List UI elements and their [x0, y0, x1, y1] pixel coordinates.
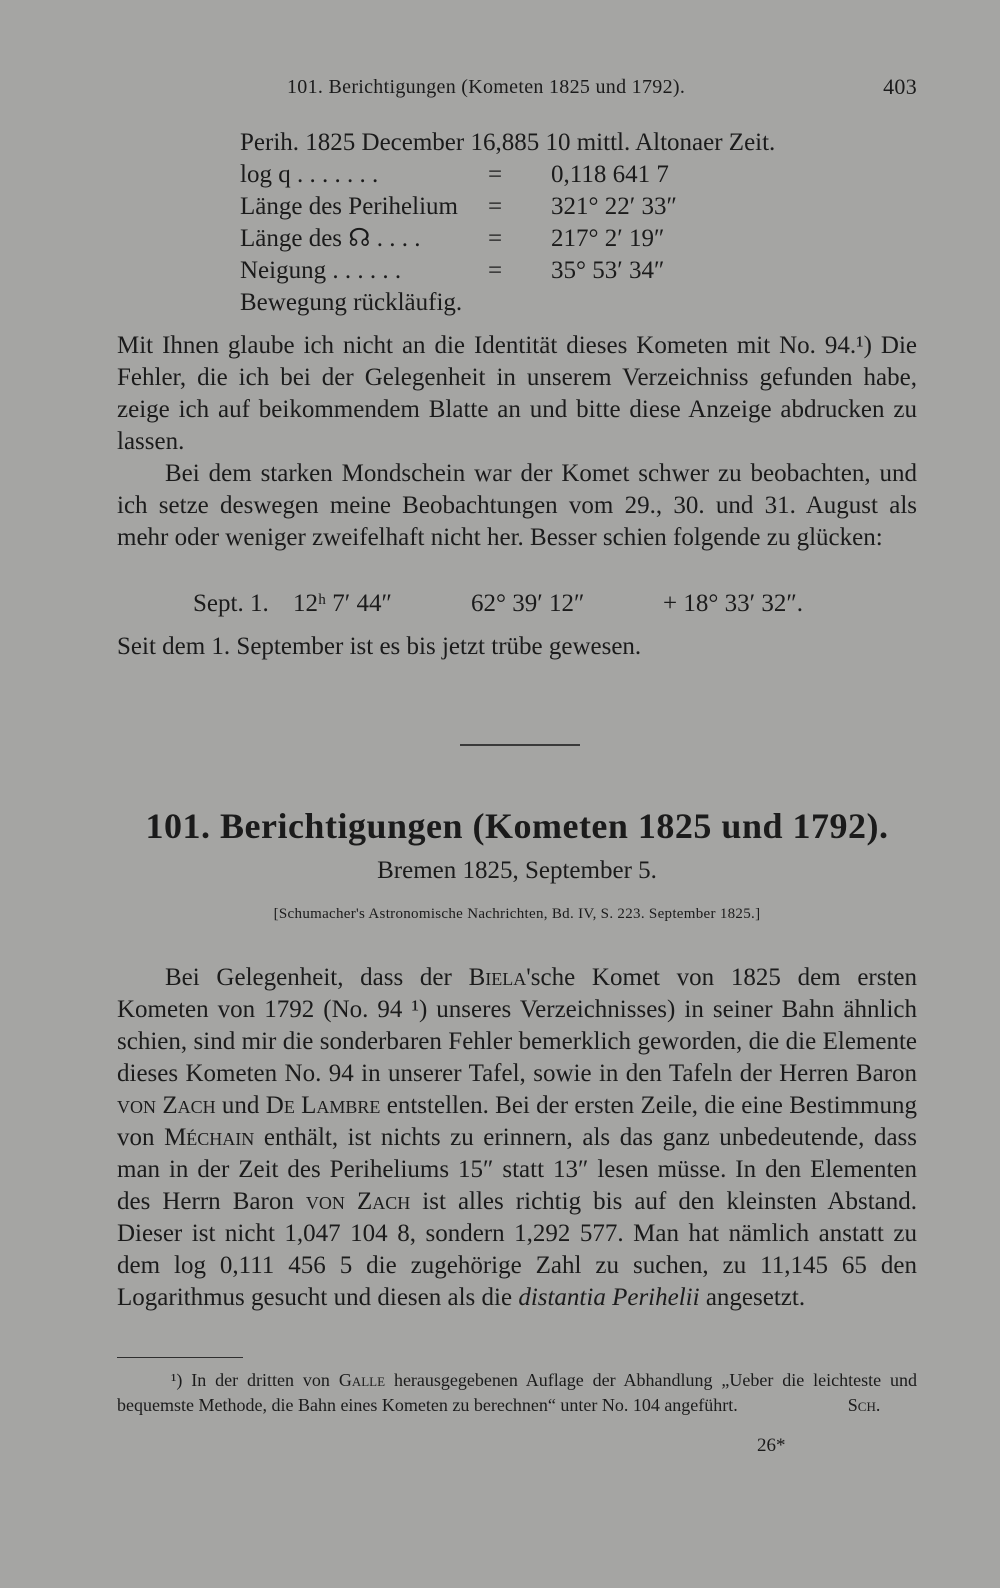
- paragraph-text: Bei dem starken Mondschein war der Komet schwer zu beobachten, und ich setze deswegen meine Beobachtungen vom 29., 30. und 31. August als mehr oder weniger zweifelhaft nicht her. Besser schien folgende zu glücken:: [117, 460, 917, 551]
- name-zach: von Zach: [117, 1092, 216, 1119]
- text-run: 'sche Komet von 1825 dem ersten Kometen von 1792 (No. 94 ¹) unseres Verzeichnisses) in seiner Bahn ähnlich schien, sind mir die sonderbaren Fehler bemerklich geworden, die die Elemente dieses Kometen No. 94 in unserer Tafel, sowie in den Tafeln der Herren Baron: [117, 964, 918, 1087]
- signature-mark: 26*: [757, 1435, 786, 1456]
- observation-time: 12ʰ 7′ 44″: [293, 590, 392, 617]
- element-equals: =: [488, 161, 503, 188]
- element-value: 321° 22′ 33″: [551, 193, 677, 220]
- name-biela: Biela: [468, 964, 527, 991]
- element-equals: =: [488, 193, 503, 220]
- footnote-text: [117, 1368, 917, 1418]
- text-run: enthält, ist nichts zu erinnern, als das ganz unbedeutende, dass man in der Zeit des Periheliums 15″ statt 13″ lesen müsse. In den Elementen des Herrn Baron: [117, 1124, 917, 1215]
- paragraph-text: Seit dem 1. September ist es bis jetzt trübe gewesen.: [117, 633, 642, 660]
- footnote-rule: [117, 1357, 243, 1358]
- element-label: Länge des Perihelium: [240, 193, 458, 220]
- element-value: 0,118 641 7: [551, 161, 669, 188]
- section-source: [Schumacher's Astronomische Nachrichten, Bd. IV, S. 223. September 1825.]: [273, 906, 761, 922]
- observation-date: Sept. 1.: [193, 590, 269, 617]
- text-run: herausgegebenen Auflage der Abhandlung „Ueber die leichteste und bequemste Methode, die Bahn eines Kometen zu berechnen“ unter No. 104 angeführt.: [117, 1370, 918, 1415]
- paragraph-identity: [117, 330, 917, 458]
- body-paragraph: [117, 962, 917, 1314]
- element-equals: =: [488, 225, 503, 252]
- text-run: angesetzt.: [699, 1284, 806, 1311]
- element-label: Neigung . . . . . .: [240, 257, 402, 284]
- text-run: entstellen. Bei der ersten Zeile, die eine Bestimmung von: [117, 1092, 918, 1151]
- running-title: 101. Berichtigungen (Kometen 1825 und 1792).: [287, 76, 686, 98]
- section-separator: [460, 744, 580, 746]
- section-title: 101. Berichtigungen (Kometen 1825 und 1792).: [145, 806, 889, 846]
- section-date-line: Bremen 1825, September 5.: [377, 857, 657, 884]
- element-label: Länge des ☊ . . . .: [240, 225, 421, 252]
- name-zach: von Zach: [305, 1188, 411, 1215]
- page-number: 403: [883, 74, 917, 99]
- footnote-sign: Sch.: [847, 1395, 881, 1415]
- text-run: ¹) In der dritten von: [171, 1370, 339, 1390]
- observation-dec: + 18° 33′ 32″.: [663, 590, 803, 617]
- observation-line: [193, 590, 893, 622]
- element-value: 217° 2′ 19″: [551, 225, 665, 252]
- footnote: [117, 1368, 917, 1418]
- observation-ra: 62° 39′ 12″: [471, 590, 585, 617]
- text-run: Bei Gelegenheit, dass der: [165, 964, 469, 991]
- text-run: ist alles richtig bis auf den kleinsten Abstand. Dieser ist nicht 1,047 104 8, sondern 1,292 577. Man hat nämlich anstatt zu dem log 0,111 456 5 die zugehörige Zahl zu suchen, zu 11,145 65 den Logarithmus gesucht und diesen als die: [117, 1188, 917, 1311]
- name-lambre: De Lambre: [265, 1092, 381, 1119]
- paragraph-observation-intro: [117, 458, 917, 554]
- name-mechain: Méchain: [164, 1124, 255, 1151]
- text-run: und: [215, 1092, 266, 1119]
- element-label: Perih. 1825 December 16,885 10 mittl. Altonaer Zeit.: [240, 129, 776, 156]
- body-text: [117, 962, 917, 1314]
- element-label: Bewegung rückläufig.: [240, 289, 463, 316]
- name-galle: Galle: [338, 1370, 386, 1390]
- term-distantia-perihelii: distantia Perihelii: [518, 1284, 700, 1311]
- element-value: 35° 53′ 34″: [551, 257, 665, 284]
- element-equals: =: [488, 257, 503, 284]
- element-label: log q . . . . . . .: [240, 161, 379, 188]
- running-header: [117, 72, 917, 104]
- paragraph-weather: [117, 631, 917, 663]
- paragraph-text: Mit Ihnen glaube ich nicht an die Identität dieses Kometen mit No. 94.¹) Die Fehler, die ich bei der Gelegenheit in unserem Verzeichniss gefunden habe, zeige ich auf beikommendem Blatte an und bitte diese Anzeige abdrucken zu lassen.: [117, 332, 917, 455]
